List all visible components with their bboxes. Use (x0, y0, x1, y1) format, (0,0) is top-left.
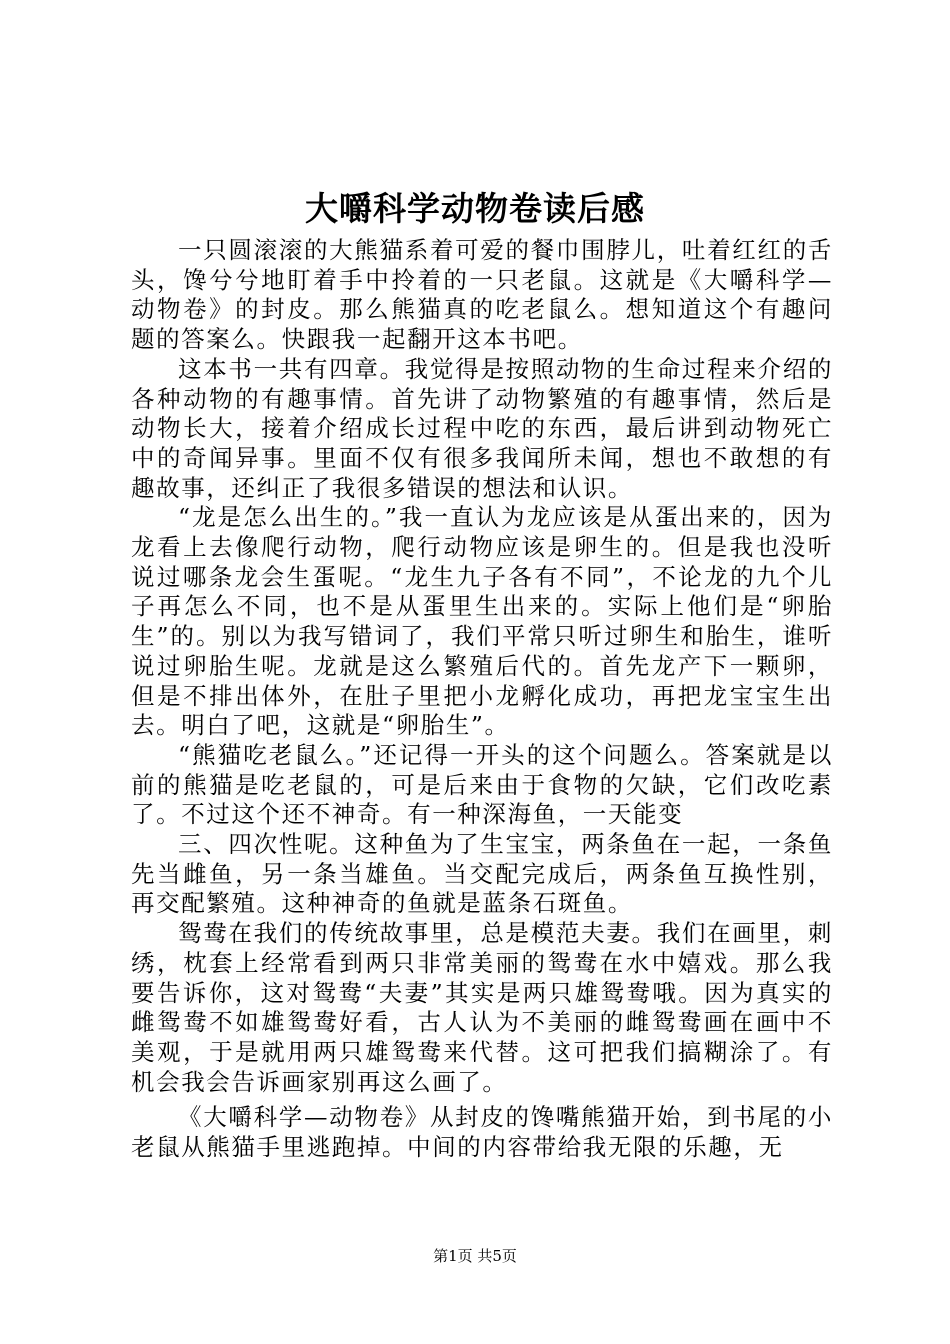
document-title: 大嚼科学动物卷读后感 (305, 189, 645, 228)
paragraph: 三、四次性呢。这种鱼为了生宝宝，两条鱼在一起，一条鱼先当雌鱼，另一条当雄鱼。当交配完成后，两条鱼互换性别，再交配繁殖。这种神奇的鱼就是蓝条石斑鱼。 (131, 830, 833, 918)
document-body (131, 236, 833, 1163)
paragraph: 鸳鸯在我们的传统故事里，总是模范夫妻。我们在画里，刺绣，枕套上经常看到两只非常美丽的鸳鸯在水中嬉戏。那么我要告诉你，这对鸳鸯“夫妻”其实是两只雄鸳鸯哦。因为真实的雌鸳鸯不如雄鸳鸯好看，古人认为不美丽的雌鸳鸯画在画中不美观，于是就用两只雄鸳鸯来代替。这可把我们搞糊涂了。有机会我会告诉画家别再这么画了。 (131, 919, 833, 1096)
paragraph: “熊猫吃老鼠么。”还记得一开头的这个问题么。答案就是以前的熊猫是吃老鼠的，可是后来由于食物的欠缺，它们改吃素了。不过这个还不神奇。有一种深海鱼，一天能变 (131, 740, 833, 829)
page-number-footer: 第1页 共5页 (433, 1247, 517, 1265)
paragraph: “龙是怎么出生的。”我一直认为龙应该是从蛋出来的，因为龙看上去像爬行动物，爬行动物应该是卵生的。但是我也没听说过哪条龙会生蛋呢。“龙生九子各有不同”，不论龙的九个儿子再怎么不同，也不是从蛋里生出来的。实际上他们是“卵胎生”的。别以为我写错词了，我们平常只听过卵生和胎生，谁听说过卵胎生呢。龙就是这么繁殖后代的。首先龙产下一颗卵，但是不排出体外，在肚子里把小龙孵化成功，再把龙宝宝生出去。明白了吧，这就是“卵胎生”。 (131, 503, 833, 740)
paragraph: 一只圆滚滚的大熊猫系着可爱的餐巾围脖儿，吐着红红的舌头，馋兮兮地盯着手中拎着的一只老鼠。这就是《大嚼科学—动物卷》的封皮。那么熊猫真的吃老鼠么。想知道这个有趣问题的答案么。快跟我一起翻开这本书吧。 (131, 236, 833, 354)
paragraph: 《大嚼科学—动物卷》从封皮的馋嘴熊猫开始，到书尾的小老鼠从熊猫手里逃跑掉。中间的内容带给我无限的乐趣，无 (131, 1103, 833, 1162)
paragraph: 这本书一共有四章。我觉得是按照动物的生命过程来介绍的各种动物的有趣事情。首先讲了动物繁殖的有趣事情，然后是动物长大，接着介绍成长过程中吃的东西，最后讲到动物死亡中的奇闻异事。里面不仅有很多我闻所未闻，想也不敢想的有趣故事，还纠正了我很多错误的想法和认识。 (131, 354, 833, 502)
